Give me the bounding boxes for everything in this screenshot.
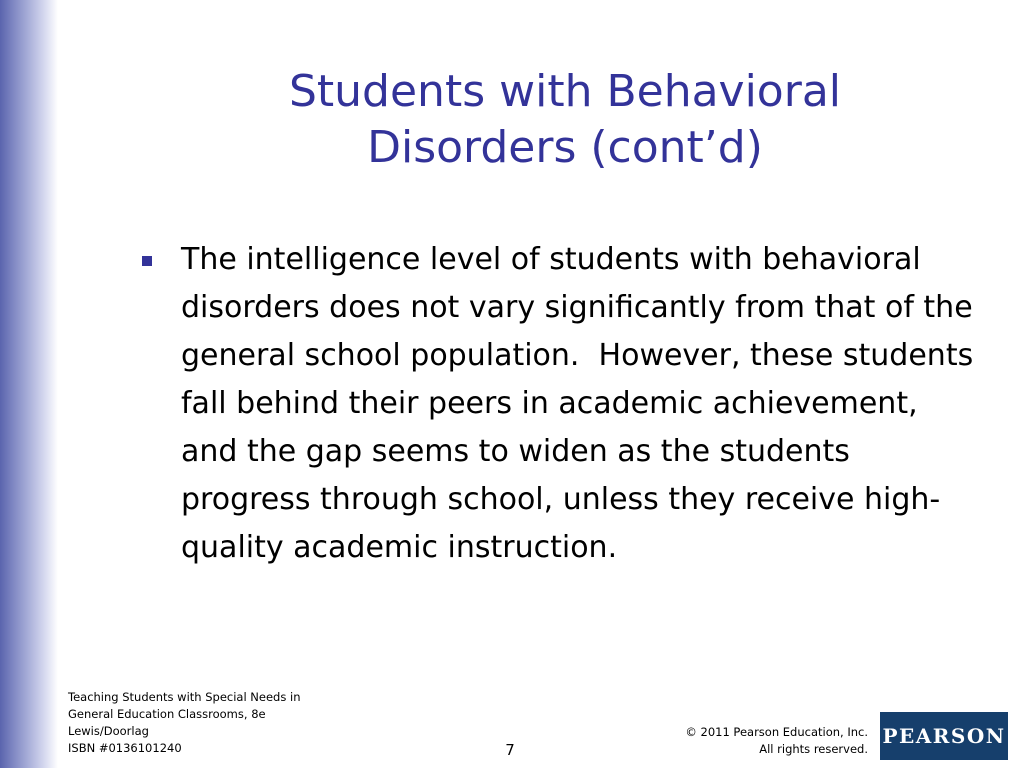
- bullet-list: [142, 236, 982, 572]
- page-number: 7: [505, 741, 515, 759]
- slide-title: Students with Behavioral Disorders (cont’d): [288, 66, 842, 173]
- book-authors: Lewis/Doorlag: [68, 724, 149, 738]
- book-isbn: ISBN #0136101240: [68, 741, 182, 755]
- pearson-logo-text: PEARSON: [882, 724, 1006, 748]
- pearson-logo: [880, 712, 1008, 760]
- copyright-notice: [600, 724, 868, 758]
- copyright-line: © 2011 Pearson Education, Inc.: [685, 725, 868, 739]
- book-title-line-2: General Education Classrooms, 8e: [68, 707, 266, 721]
- side-gradient-band: [0, 0, 58, 768]
- square-bullet-icon: [142, 256, 152, 266]
- bullet-item: [142, 236, 982, 572]
- book-citation: [68, 689, 358, 757]
- rights-line: All rights reserved.: [759, 742, 868, 756]
- bullet-text: The intelligence level of students with behavioral disorders does not vary significantly from that of the general school population. However, these students fall behind their peers in academic achievement, and the gap seems to widen as the students progress through school, unless they receive high-quality academic instruction.: [181, 242, 983, 565]
- book-title-line-1: Teaching Students with Special Needs in: [68, 690, 301, 704]
